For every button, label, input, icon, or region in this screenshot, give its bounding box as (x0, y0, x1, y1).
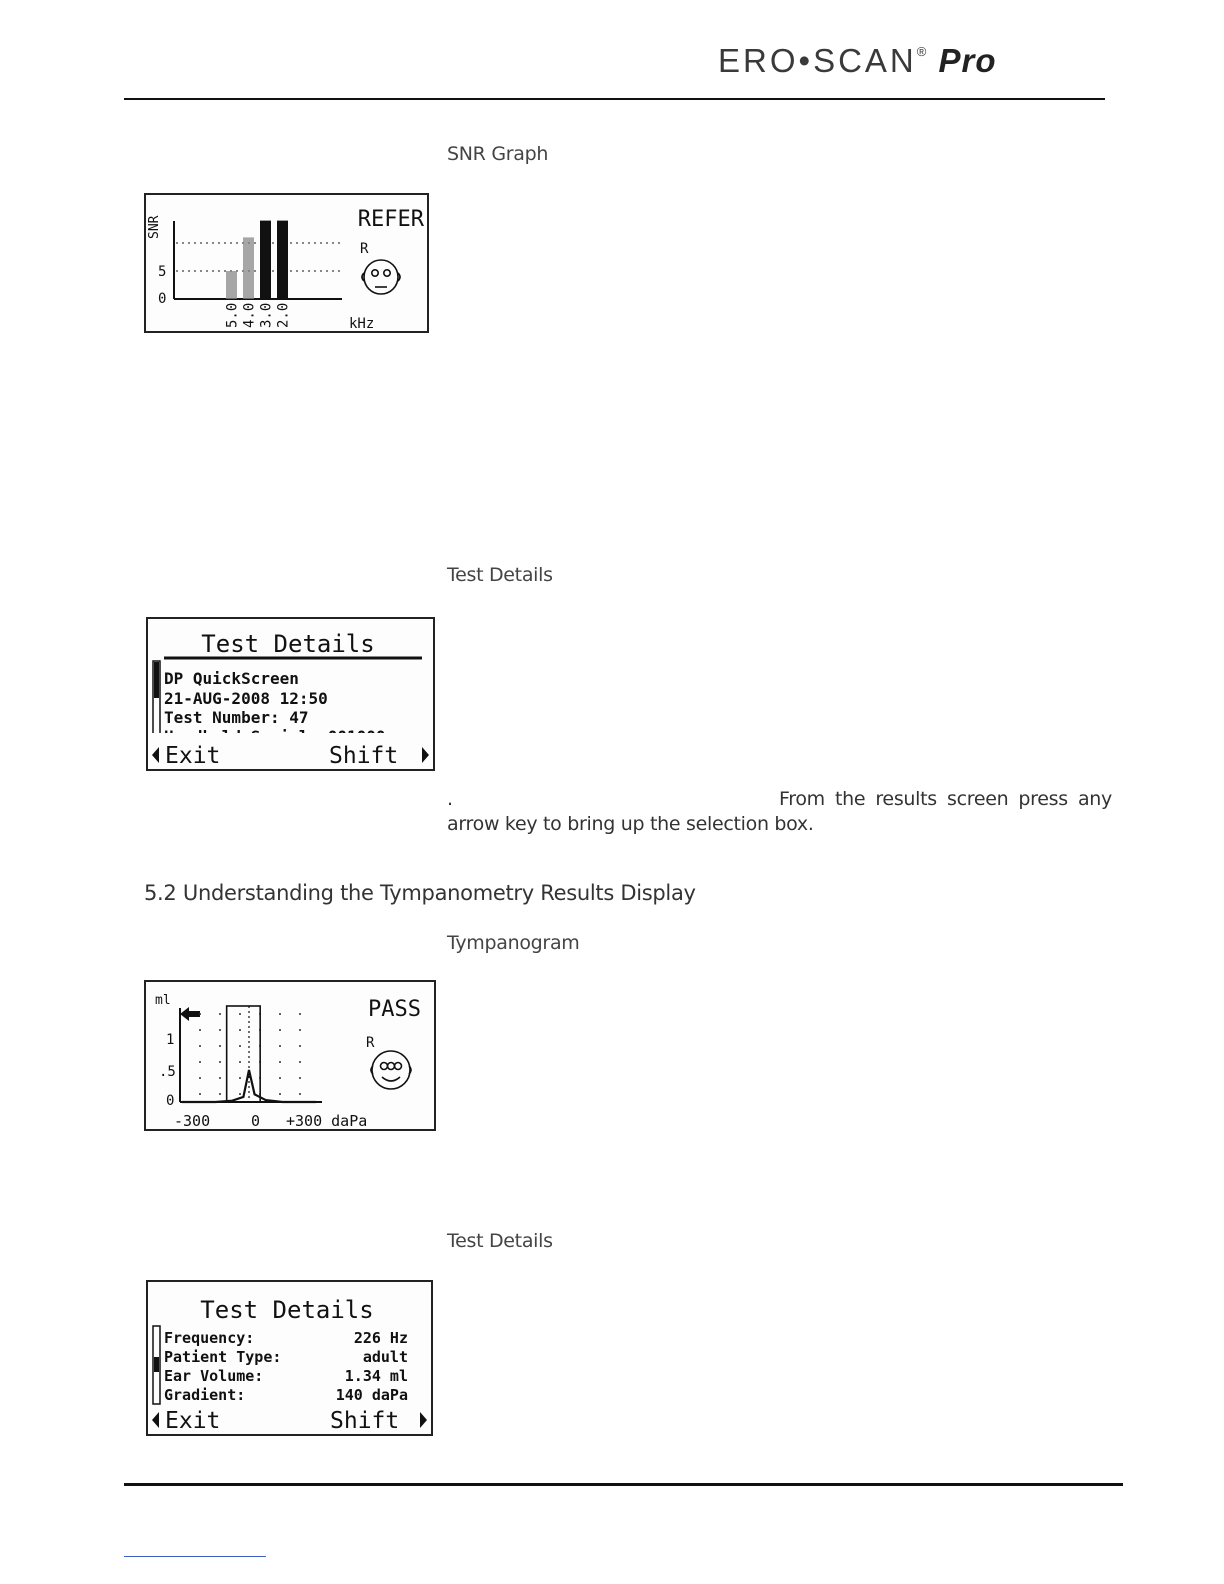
tymp-result-text: PASS (368, 997, 421, 1022)
tymp-row-ear-volume-label: Ear Volume: (164, 1367, 264, 1385)
registered-mark: ® (916, 44, 927, 59)
tympanogram-svg (146, 982, 434, 1129)
tymp-grid-dot (219, 1061, 221, 1063)
refer-face-icon (362, 260, 400, 294)
tymp-row-frequency-value: 226 Hz (353, 1329, 408, 1347)
right-arrow-icon (422, 747, 429, 763)
tymp-row-frequency-label: Frequency: (164, 1329, 255, 1347)
right-arrow-icon (420, 1412, 427, 1428)
tymp-row-gradient-value: 140 daPa (335, 1386, 408, 1404)
dp-exit-label: Exit (165, 743, 221, 769)
snr-x-unit: kHz (349, 316, 375, 331)
tympanogram-label: Tympanogram (447, 932, 580, 954)
tymp-row-patient-type-value: adult (362, 1348, 408, 1366)
tymp-grid-dot (219, 1077, 221, 1079)
tymp-grid-dot (199, 1045, 201, 1047)
snr-x-tick-label: 2.0 (275, 302, 292, 328)
tymp-grid-dot (299, 1061, 301, 1063)
tymp-grid-dot (279, 1045, 281, 1047)
tymp-exit-label: Exit (165, 1408, 221, 1434)
dp-detail-line-1: DP QuickScreen (164, 669, 299, 688)
snr-bar (243, 237, 254, 299)
tymp-grid-dots (199, 1013, 301, 1095)
snr-result-text: REFER (357, 207, 424, 232)
tymp-grid-dot (239, 1061, 241, 1063)
dp-detail-line-3: Test Number: 47 (164, 708, 309, 727)
snr-ytick-5: 5 (158, 264, 167, 280)
tymp-scrollbar-thumb[interactable] (154, 1357, 159, 1372)
tymp-xtick-min: -300 (174, 1112, 211, 1129)
dp-note-dot: . (447, 788, 453, 810)
dp-note-text: From the results screen press any arrow key to bring up the selection box. (447, 788, 1112, 835)
tymp-grid-dot (199, 1029, 201, 1031)
tymp-grid-dot (279, 1093, 281, 1095)
dp-detail-line-2: 21-AUG-2008 12:50 (164, 689, 328, 708)
pass-face-icon (371, 1051, 411, 1089)
brand-name: ERO•SCAN (718, 42, 917, 79)
dp-test-details-screen (146, 617, 435, 771)
tymp-grid-dot (219, 1029, 221, 1031)
tymp-grid-dot (279, 1061, 281, 1063)
snr-bar (277, 221, 288, 299)
left-arrow-icon (152, 747, 159, 763)
tymp-grid-dot (299, 1029, 301, 1031)
snr-x-tick-label: 5.0 (224, 302, 241, 328)
dp-shift-label: Shift (329, 743, 399, 769)
tymp-row-patient-type-label: Patient Type: (164, 1348, 282, 1366)
tymp-grid-dot (239, 1045, 241, 1047)
dp-shift-softkey[interactable] (329, 743, 429, 769)
snr-x-tick-label: 4.0 (241, 302, 258, 328)
dp-test-details-svg (148, 619, 433, 769)
snr-x-ticks (225, 303, 292, 328)
tympanogram-screen (144, 980, 436, 1131)
tymp-test-details-svg (148, 1282, 431, 1434)
ear-volume-arrow-icon (180, 1007, 200, 1021)
tymp-test-details-screen (146, 1280, 433, 1436)
dp-clip-mask (148, 733, 433, 742)
tymp-grid-dot (199, 1093, 201, 1095)
tymp-xtick-max: +300 daPa (286, 1112, 368, 1129)
snr-bars (226, 221, 288, 299)
tymp-normal-region-box (227, 1006, 261, 1102)
tymp-grid-dot (199, 1013, 201, 1015)
tymp-grid-dot (219, 1045, 221, 1047)
tymp-grid-dot (239, 1077, 241, 1079)
tymp-grid-dot (239, 1013, 241, 1015)
dp-test-details-label: Test Details (447, 564, 553, 586)
tymp-grid-dot (199, 1077, 201, 1079)
tymp-grid-dot (239, 1029, 241, 1031)
snr-ytick-0: 0 (158, 291, 167, 307)
section-heading-tympanometry: 5.2 Understanding the Tympanometry Results Display (144, 881, 696, 905)
tymp-grid-dot (239, 1093, 241, 1095)
snr-axis-label: SNR (147, 215, 162, 239)
snr-graph-label: SNR Graph (447, 143, 549, 165)
brand-logo (718, 42, 997, 80)
product-name: Pro (938, 42, 997, 79)
dp-exit-softkey[interactable] (152, 743, 220, 769)
dp-scrollbar-thumb[interactable] (154, 662, 159, 698)
tymp-row-ear-volume-value: 1.34 ml (344, 1367, 408, 1385)
tymp-grid-dot (299, 1093, 301, 1095)
snr-criteria-lines (176, 243, 342, 271)
tymp-grid-dot (219, 1013, 221, 1015)
header-rule (124, 98, 1105, 100)
tymp-shift-softkey[interactable] (330, 1408, 427, 1434)
left-arrow-icon (152, 1412, 159, 1428)
tymp-grid-dot (279, 1029, 281, 1031)
snr-ear-label: R (360, 241, 369, 257)
dp-details-title: Test Details (201, 630, 375, 658)
tymp-grid-dot (299, 1013, 301, 1015)
tymp-ytick-1: 1 (166, 1032, 175, 1048)
tymp-ytick-0: 0 (166, 1093, 175, 1109)
footer-link-underline[interactable] (124, 1556, 266, 1557)
tymp-shift-label: Shift (330, 1408, 400, 1434)
tymp-grid-dot (199, 1061, 201, 1063)
tymp-y-unit: ml (155, 993, 171, 1008)
tymp-test-details-label: Test Details (447, 1230, 553, 1252)
tymp-grid-dot (299, 1077, 301, 1079)
tymp-ytick-05: .5 (159, 1064, 176, 1080)
snr-graph-svg (146, 195, 427, 331)
snr-bar (260, 221, 271, 299)
footer-rule (124, 1483, 1123, 1486)
dp-note-paragraph (447, 787, 1112, 837)
tymp-exit-softkey[interactable] (152, 1408, 220, 1434)
tymp-details-title: Test Details (200, 1296, 374, 1324)
snr-x-tick-label: 3.0 (258, 302, 275, 328)
tymp-grid-dot (299, 1045, 301, 1047)
tymp-grid-dot (279, 1077, 281, 1079)
tymp-grid-dot (279, 1013, 281, 1015)
tymp-ear-label: R (366, 1035, 375, 1051)
snr-graph-screen (144, 193, 429, 333)
tymp-xtick-zero: 0 (251, 1112, 261, 1129)
tymp-grid-dot (219, 1093, 221, 1095)
snr-bar (226, 271, 237, 299)
tymp-row-gradient-label: Gradient: (164, 1386, 246, 1404)
